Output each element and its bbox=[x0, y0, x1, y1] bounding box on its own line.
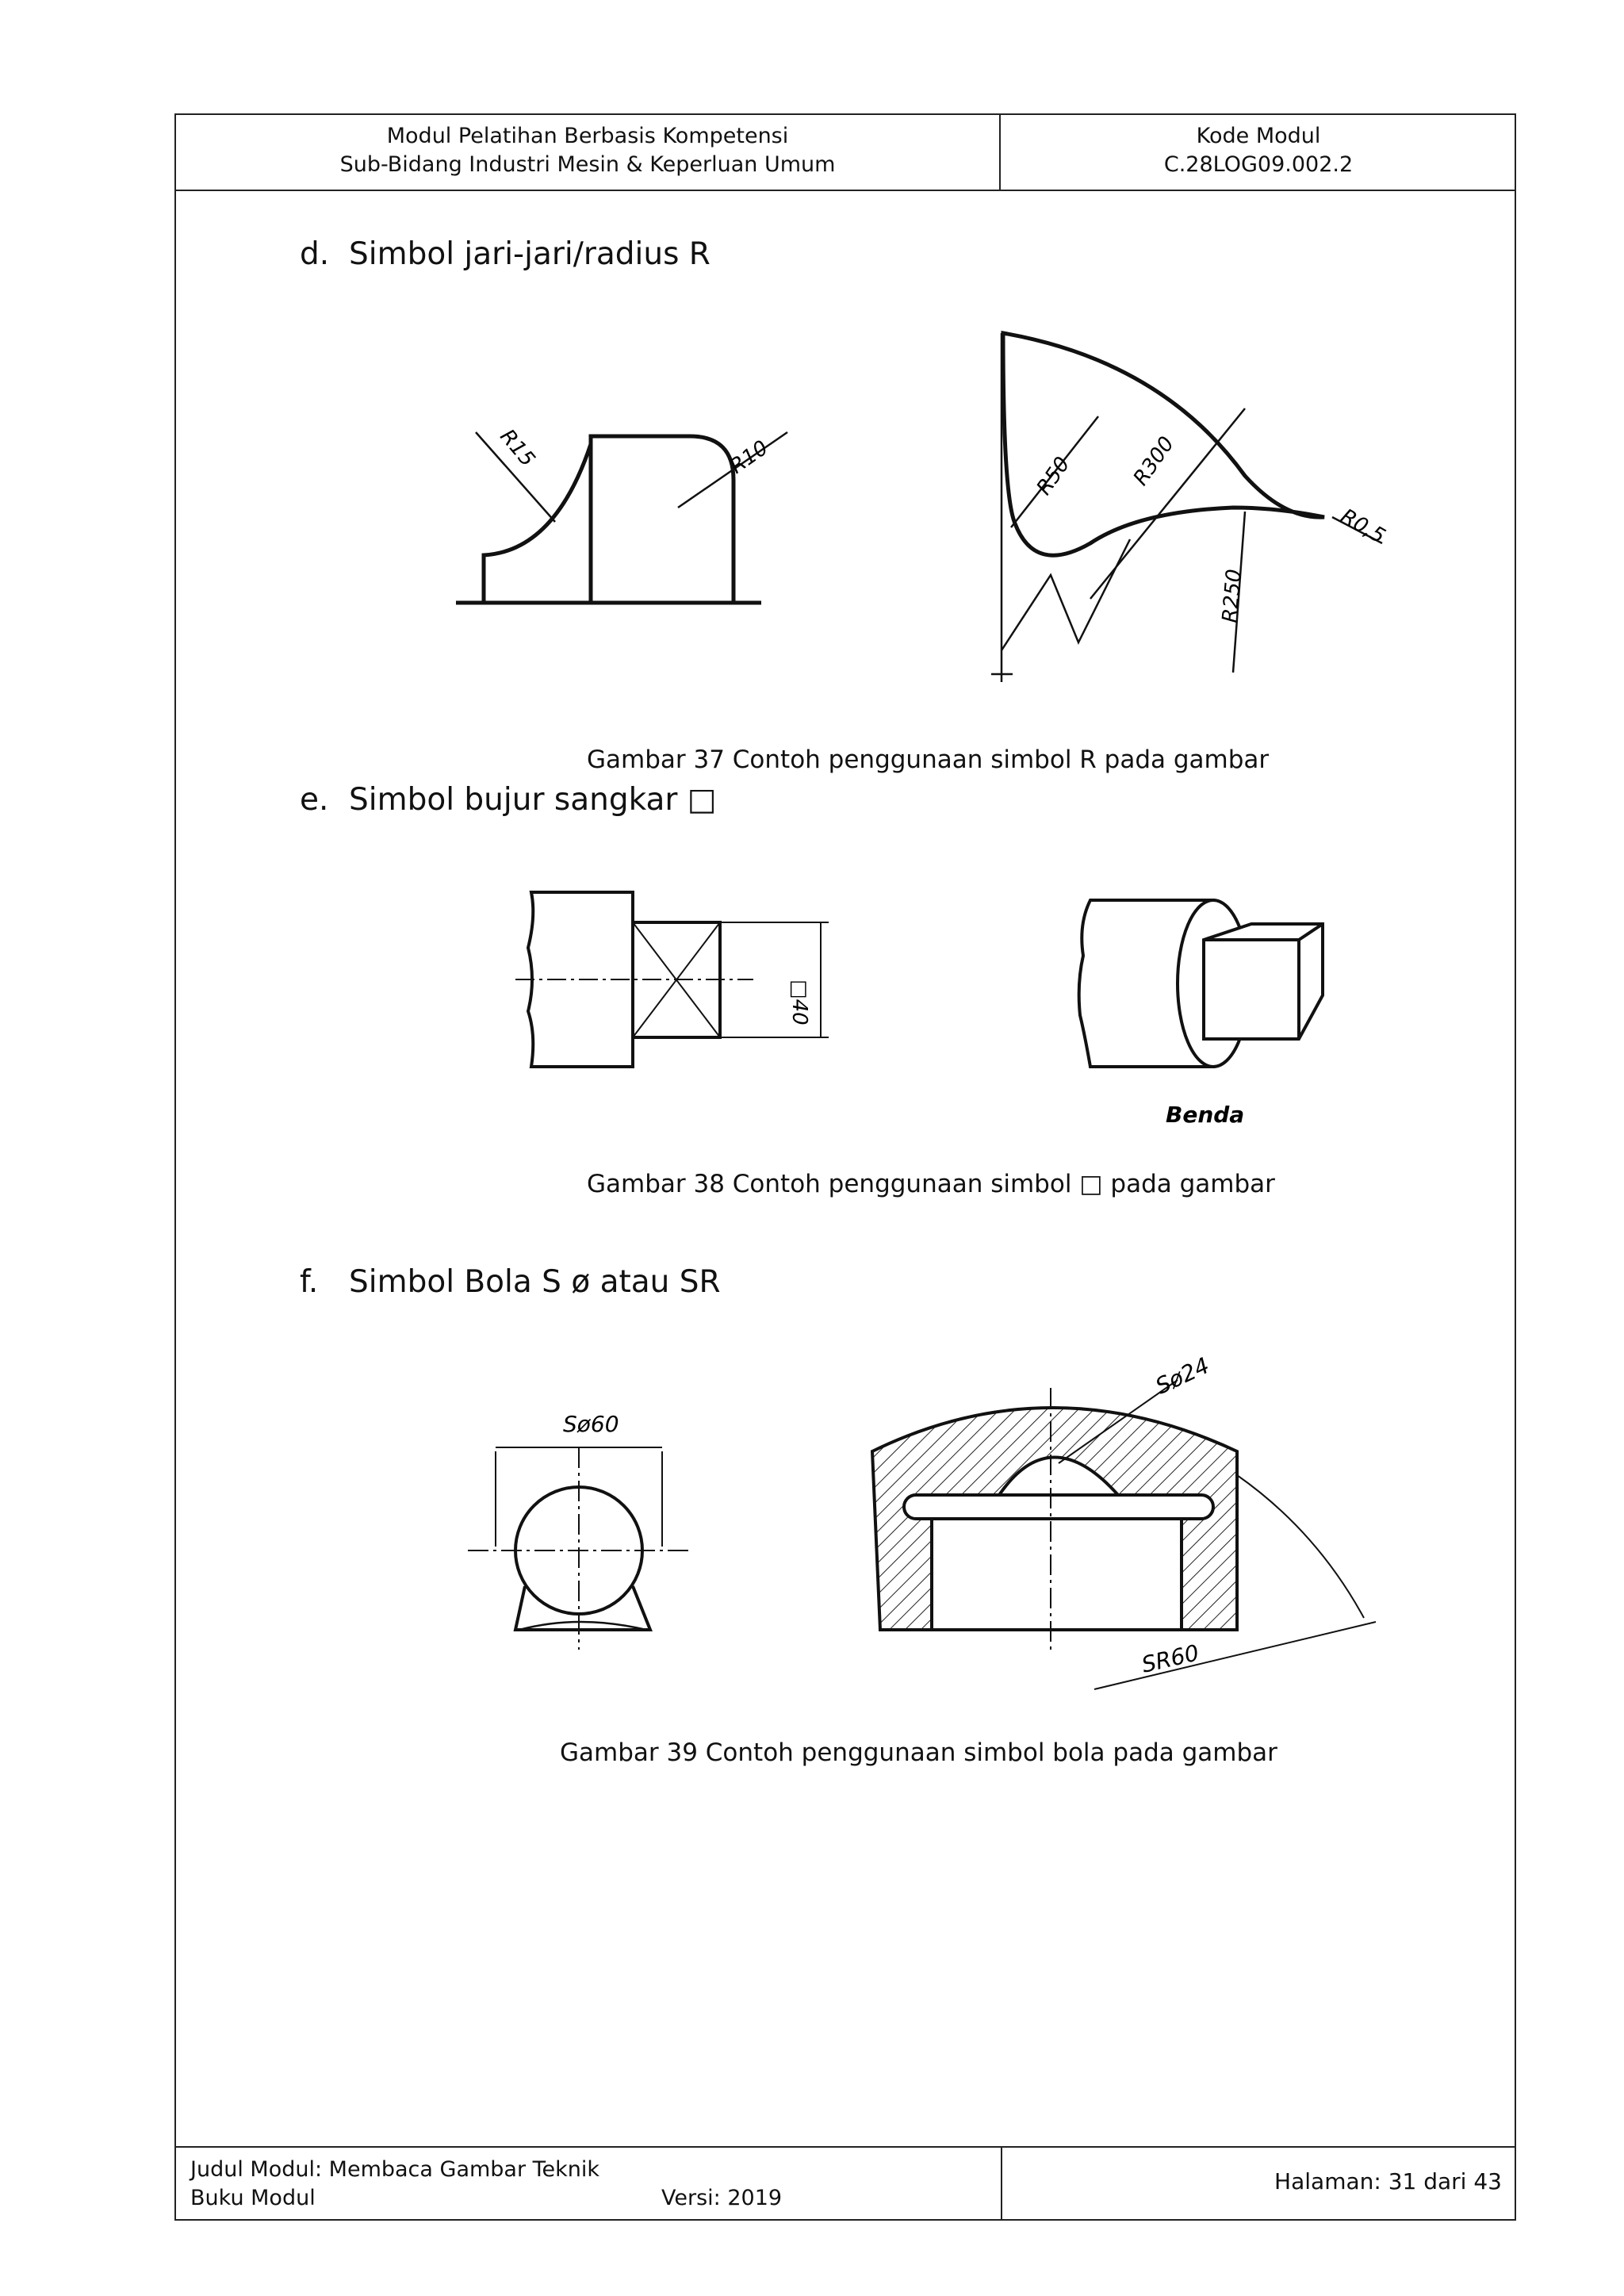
section-f-marker: f. bbox=[300, 1264, 319, 1300]
header-code-value: C.28LOG09.002.2 bbox=[1163, 152, 1354, 177]
label-r250: R250 bbox=[1218, 568, 1247, 624]
figure-38b-object-view bbox=[1047, 876, 1348, 1138]
section-d-title: Simbol jari-jari/radius R bbox=[349, 236, 710, 272]
header-module-title: Modul Pelatihan Berbasis Kompetensi bbox=[386, 124, 789, 148]
figure-37a-radius-part bbox=[444, 317, 856, 619]
header-subfield: Sub-Bidang Industri Mesin & Keperluan Umum bbox=[339, 152, 836, 177]
page-header bbox=[176, 115, 1515, 191]
label-square-40: □40 bbox=[787, 979, 811, 1025]
footer-book-label: Buku Modul bbox=[190, 2186, 316, 2210]
caption-figure-39: Gambar 39 Contoh penggunaan simbol bola pada gambar bbox=[560, 1738, 1277, 1767]
figure-39b-spherical-housing bbox=[856, 1332, 1396, 1705]
section-f-title: Simbol Bola S ø atau SR bbox=[349, 1264, 721, 1300]
figure-38a-square-shaft bbox=[515, 876, 848, 1083]
label-s060: Sø60 bbox=[563, 1411, 619, 1437]
label-s024: Sø24 bbox=[1151, 1351, 1214, 1400]
label-r05: R0,5 bbox=[1336, 504, 1389, 549]
header-module-code bbox=[1001, 115, 1516, 190]
label-r300: R300 bbox=[1128, 432, 1180, 490]
figure-39a-ball bbox=[460, 1396, 714, 1665]
label-r50: R50 bbox=[1032, 452, 1075, 500]
footer-module-title: Judul Modul: Membaca Gambar Teknik bbox=[190, 2157, 600, 2182]
caption-figure-38: Gambar 38 Contoh penggunaan simbol □ pada gambar bbox=[587, 1170, 1275, 1198]
section-e-marker: e. bbox=[300, 782, 329, 818]
section-e-title: Simbol bujur sangkar □ bbox=[349, 782, 717, 818]
label-r15: R15 bbox=[495, 424, 540, 472]
section-f-heading bbox=[300, 1264, 721, 1300]
figure-37b-curved-part bbox=[971, 317, 1415, 698]
header-module-info bbox=[176, 115, 1001, 190]
footer-version: Versi: 2019 bbox=[661, 2186, 783, 2210]
header-code-label: Kode Modul bbox=[1196, 124, 1321, 148]
section-d-marker: d. bbox=[300, 236, 330, 272]
label-sr60: SR60 bbox=[1139, 1639, 1202, 1678]
section-e-heading bbox=[300, 782, 717, 818]
section-d-heading bbox=[300, 236, 710, 272]
footer-module-info bbox=[176, 2148, 1002, 2219]
footer-page-number: Halaman: 31 dari 43 bbox=[1274, 2168, 1502, 2194]
caption-figure-37: Gambar 37 Contoh penggunaan simbol R pada gambar bbox=[587, 746, 1270, 774]
label-benda: Benda bbox=[1166, 1102, 1245, 1128]
label-r10: R10 bbox=[726, 435, 773, 479]
footer-page-info bbox=[1001, 2148, 1516, 2219]
page-footer bbox=[176, 2146, 1515, 2219]
